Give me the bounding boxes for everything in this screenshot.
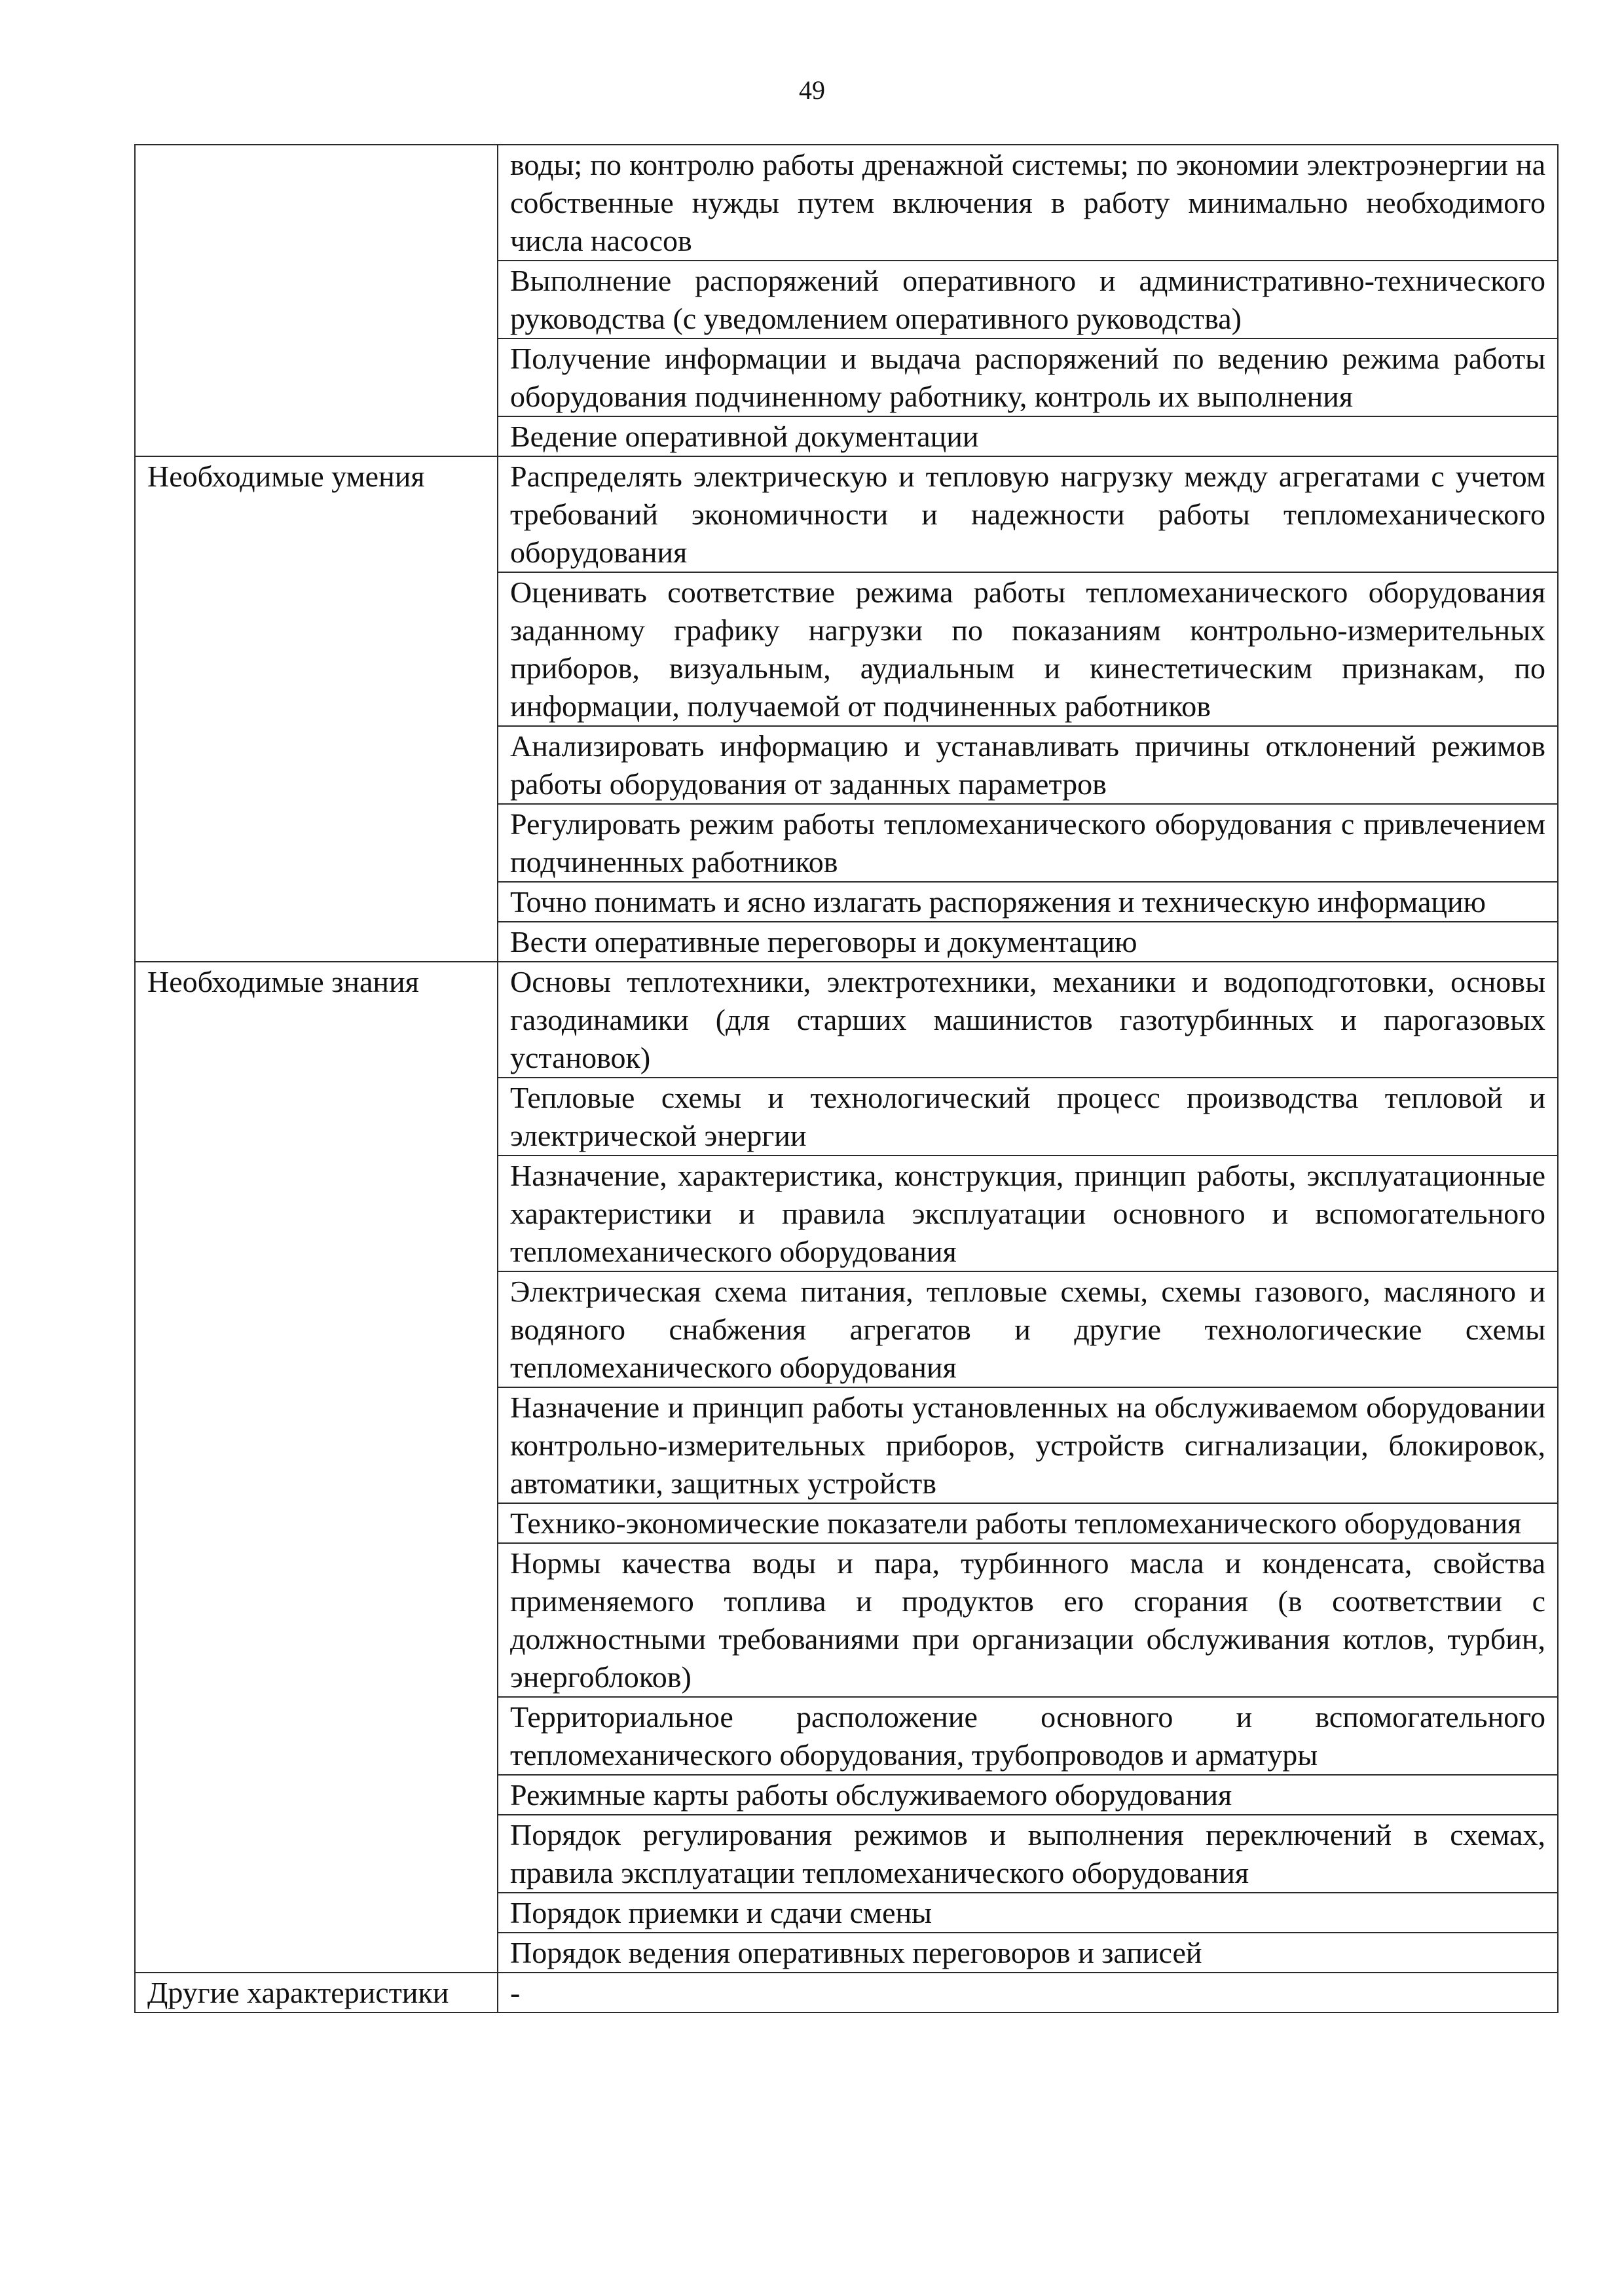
table-row: [135, 456, 1558, 572]
requirement-item: Тепловые схемы и технологический процесс производства тепловой и электрической энергии: [498, 1078, 1558, 1156]
requirement-item: Распределять электрическую и тепловую нагрузку между агрегатами с учетом требований экономичности и надежности работы тепломеханического оборудования: [498, 456, 1558, 572]
requirement-item: Порядок ведения оперативных переговоров и записей: [498, 1933, 1558, 1973]
requirement-item: Порядок приемки и сдачи смены: [498, 1893, 1558, 1933]
requirement-item: Назначение и принцип работы установленных на обслуживаемом оборудовании контрольно-измерительных приборов, устройств сигнализации, блокировок, автоматики, защитных устройств: [498, 1387, 1558, 1503]
table-row: [135, 1973, 1558, 2013]
requirement-item: Точно понимать и ясно излагать распоряжения и техническую информацию: [498, 882, 1558, 922]
requirement-item: Основы теплотехники, электротехники, механики и водоподготовки, основы газодинамики (для старших машинистов газотурбинных и парогазовых установок): [498, 962, 1558, 1078]
page-number: 49: [799, 75, 825, 105]
requirement-item: Электрическая схема питания, тепловые схемы, схемы газового, масляного и водяного снабжения агрегатов и другие технологические схемы тепломеханического оборудования: [498, 1271, 1558, 1387]
requirement-item: -: [498, 1973, 1558, 2013]
section-label: Другие характеристики: [135, 1973, 498, 2013]
competency-table: [134, 144, 1559, 2013]
requirement-item: Ведение оперативной документации: [498, 416, 1558, 456]
requirement-item: Порядок регулирования режимов и выполнения переключений в схемах, правила эксплуатации тепломеханического оборудования: [498, 1815, 1558, 1893]
requirement-item: Нормы качества воды и пара, турбинного масла и конденсата, свойства применяемого топлива и продуктов его сгорания (в соответствии с должностными требованиями при организации обслуживания котлов, турбин, энергоблоков): [498, 1543, 1558, 1697]
section-label: Необходимые знания: [135, 962, 498, 1973]
requirement-item: Анализировать информацию и устанавливать причины отклонений режимов работы оборудования от заданных параметров: [498, 726, 1558, 804]
table-row: [135, 962, 1558, 1078]
section-label: Необходимые умения: [135, 456, 498, 962]
requirement-item: Получение информации и выдача распоряжений по ведению режима работы оборудования подчиненному работнику, контроль их выполнения: [498, 338, 1558, 416]
table-body: [135, 145, 1558, 2013]
requirement-item: воды; по контролю работы дренажной системы; по экономии электроэнергии на собственные нужды путем включения в работу минимально необходимого числа насосов: [498, 145, 1558, 261]
requirement-item: Режимные карты работы обслуживаемого оборудования: [498, 1775, 1558, 1815]
requirement-item: Вести оперативные переговоры и документацию: [498, 922, 1558, 962]
requirement-item: Оценивать соответствие режима работы тепломеханического оборудования заданному графику нагрузки по показаниям контрольно-измерительных приборов, визуальным, аудиальным и кинестетическим признакам, по информации, получаемой от подчиненных работников: [498, 572, 1558, 726]
section-label: [135, 145, 498, 456]
requirement-item: Выполнение распоряжений оперативного и административно-технического руководства (с уведомлением оперативного руководства): [498, 261, 1558, 338]
requirement-item: Назначение, характеристика, конструкция, принцип работы, эксплуатационные характеристики и правила эксплуатации основного и вспомогательного тепломеханического оборудования: [498, 1156, 1558, 1271]
requirement-item: Регулировать режим работы тепломеханического оборудования с привлечением подчиненных работников: [498, 804, 1558, 882]
requirement-item: Технико-экономические показатели работы тепломеханического оборудования: [498, 1503, 1558, 1543]
table-row: [135, 145, 1558, 261]
requirement-item: Территориальное расположение основного и вспомогательного тепломеханического оборудования, трубопроводов и арматуры: [498, 1697, 1558, 1775]
